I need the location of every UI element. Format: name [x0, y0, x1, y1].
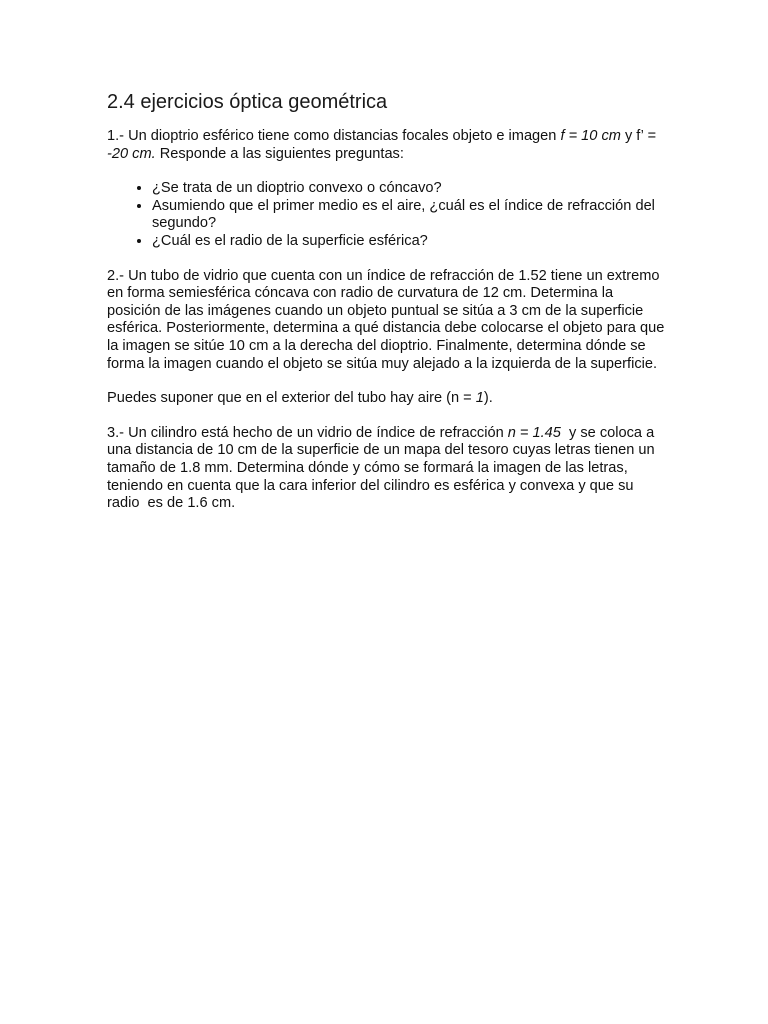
document-page [107, 88, 667, 530]
problem-2-note [107, 390, 667, 408]
refraction-index-value: n = 1.45 [507, 424, 561, 441]
problem-3-text-b: y se coloca a una distancia de 10 cm de la superficie de un mapa del tesoro cuyas letras tienen un tamaño de 1.8 mm. Determina dónde y cómo se formará la imagen de las letras, teniendo en cuenta que la cara inferior del cilindro es esférica y convexa y que su radio es de 1.6 cm. [107, 424, 659, 512]
air-index-value: 1 [475, 390, 484, 407]
problem-1-text-c: Responde a las siguientes preguntas: [155, 145, 404, 162]
focal-image-value: = -20 cm. [107, 128, 656, 162]
problem-2-note-b: ). [483, 390, 493, 407]
problem-2-statement: 2.- Un tubo de vidrio que cuenta con un índice de refracción de 1.52 tiene un extremo en forma semiesférica cóncava con radio de curvatura de 12 cm. Determina la posición de las imágenes cuando un objeto puntual se sitúa a 3 cm de la superficie esférica. Posteriormente, determina a qué distancia debe colocarse el objeto para que la imagen se sitúe 10 cm a la derecha del dioptrio. Finalmente, determina dónde se forma la imagen cuando el objeto se sitúa muy alejado a la izquierda de la superficie. [107, 267, 665, 372]
problem-1-statement [107, 128, 667, 163]
list-item: • ¿Cuál es el radio de la superficie esférica? [152, 233, 667, 251]
list-item: • ¿Se trata de un dioptrio convexo o cóncavo? [152, 180, 667, 198]
document-title: 2.4 ejercicios óptica geométrica [107, 91, 388, 113]
problem-1-questions [107, 180, 667, 250]
problem-3-statement [107, 425, 667, 513]
problem-2-note-a: Puedes suponer que en el exterior del tubo hay aire (n = [107, 390, 476, 407]
list-item: • Asumiendo que el primer medio es el aire, ¿cuál es el índice de refracción del segundo? [152, 198, 667, 233]
focal-object-value: f = 10 cm [560, 128, 621, 144]
problem-1-text-b: y f’ [620, 128, 648, 144]
problem-3-text-a: 3.- Un cilindro está hecho de un vidrio de índice de refracción [107, 424, 508, 441]
problem-1-text-a: 1.- Un dioptrio esférico tiene como distancias focales objeto e imagen [107, 128, 561, 144]
